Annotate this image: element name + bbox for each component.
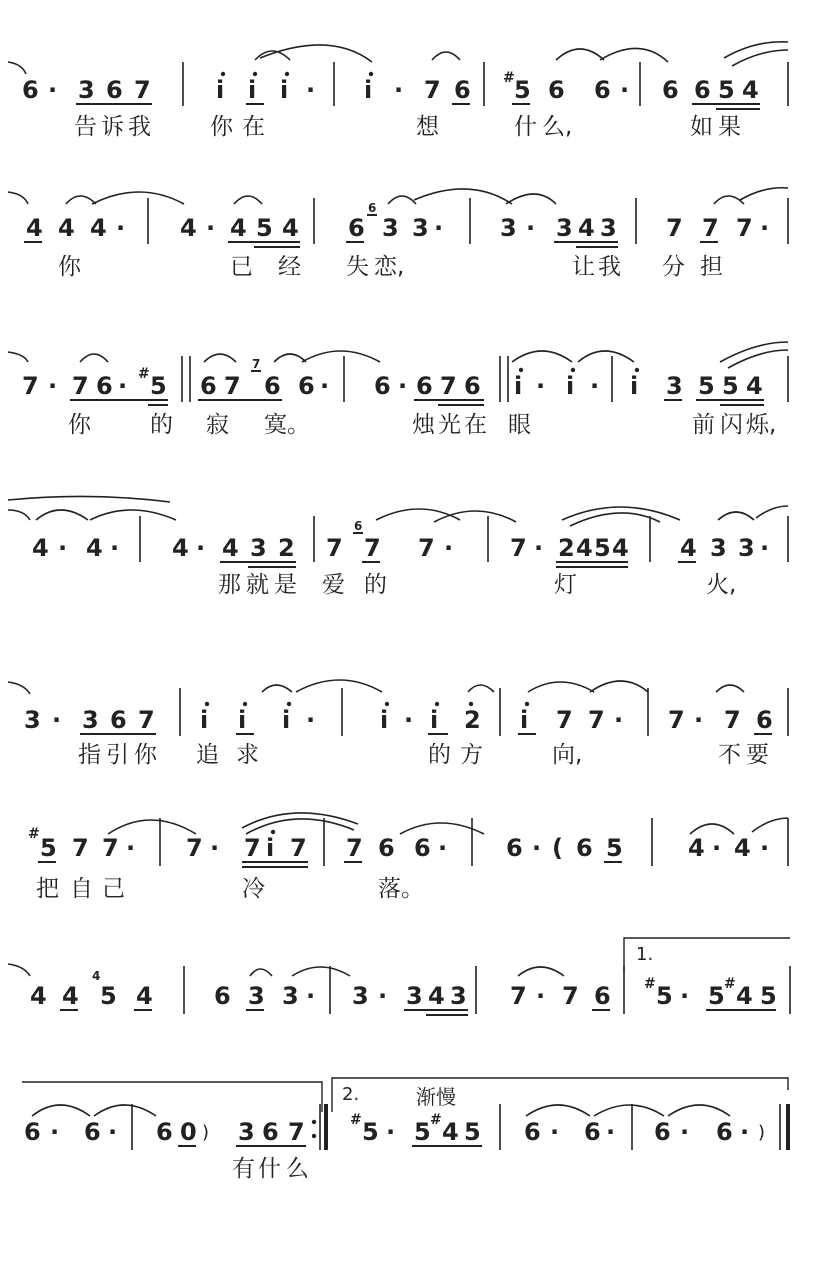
note: 6: [24, 1118, 41, 1146]
note-high: i: [282, 706, 291, 734]
note-high: i: [266, 834, 275, 862]
octave-dot: [385, 702, 389, 706]
note: 6: [576, 834, 593, 862]
note: 6: [200, 372, 217, 400]
note: 4: [282, 214, 299, 242]
note-dot: ·: [404, 706, 414, 734]
lyric: 的: [428, 742, 451, 768]
note: 6: [756, 706, 773, 734]
note: 5: [606, 834, 623, 862]
note: 7: [288, 1118, 305, 1146]
note-high: i: [630, 372, 639, 400]
note: 4: [742, 76, 759, 104]
note-dot: ·: [740, 1118, 750, 1146]
note: 6: [96, 372, 113, 400]
sharp-sign: #: [138, 366, 150, 382]
note-dot: ·: [434, 214, 444, 242]
note: 7: [290, 834, 307, 862]
lyric: 你: [134, 742, 157, 768]
note-dot: ·: [306, 76, 316, 104]
note: 7: [510, 534, 527, 562]
note: 4: [576, 534, 593, 562]
lyric: 果: [718, 114, 741, 140]
lyric: 在: [464, 412, 487, 438]
note: 7: [244, 834, 261, 862]
lyric: 如: [690, 114, 713, 140]
note-high: 2: [464, 706, 481, 734]
octave-dot: [525, 702, 529, 706]
note: 6: [694, 76, 711, 104]
note-dot: ·: [760, 214, 770, 242]
note: 3: [738, 534, 755, 562]
note: 3: [248, 982, 265, 1010]
note: 7: [134, 76, 151, 104]
note-dot: ·: [532, 834, 542, 862]
note: 5: [722, 372, 739, 400]
note-dot: ·: [620, 76, 630, 104]
note: 4: [172, 534, 189, 562]
note: 3: [500, 214, 517, 242]
lyric: 诉: [101, 114, 124, 140]
note: 7: [724, 706, 741, 734]
note: 6: [214, 982, 231, 1010]
note: 4: [736, 982, 753, 1010]
lyric: 的: [150, 412, 173, 438]
note-dot: ·: [590, 372, 600, 400]
open-paren: (: [552, 834, 563, 862]
note-dot: ·: [306, 982, 316, 1010]
note: 4: [428, 982, 445, 1010]
octave-dot: [253, 72, 257, 76]
note: 4: [578, 214, 595, 242]
note-dot: ·: [526, 214, 536, 242]
note: 4: [680, 534, 697, 562]
lyric: 冷: [242, 876, 265, 902]
note: 3: [382, 214, 399, 242]
lyric: 前: [692, 412, 715, 438]
note: 6: [548, 76, 565, 104]
note: 6: [524, 1118, 541, 1146]
note: 6: [416, 372, 433, 400]
lyric: 不: [718, 742, 741, 768]
score-row-1: [8, 42, 788, 140]
note: 7: [418, 534, 435, 562]
note-dot: ·: [378, 982, 388, 1010]
octave-dot: [287, 702, 291, 706]
lyric: 寂: [206, 412, 229, 438]
note: 3: [78, 76, 95, 104]
note: 4: [442, 1118, 459, 1146]
note-high: i: [430, 706, 439, 734]
note-dot: ·: [444, 534, 454, 562]
note-dot: ·: [694, 706, 704, 734]
note-dot: ·: [118, 372, 128, 400]
octave-dot: [221, 72, 225, 76]
octave-dot: [435, 702, 439, 706]
note: 7: [22, 372, 39, 400]
note: 3: [352, 982, 369, 1010]
note-high: i: [364, 76, 373, 104]
lyric: 你: [210, 114, 233, 140]
note: 4: [30, 982, 47, 1010]
note: 5: [256, 214, 273, 242]
lyric: 引: [106, 742, 129, 768]
note-high: i: [280, 76, 289, 104]
note-dot: ·: [760, 534, 770, 562]
octave-dot: [635, 368, 639, 372]
note: 2: [558, 534, 575, 562]
rest: 0: [180, 1118, 197, 1146]
note-dot: ·: [108, 1118, 118, 1146]
note: 6: [374, 372, 391, 400]
lyric: 我: [598, 254, 621, 280]
note: 5: [362, 1118, 379, 1146]
note-dot: ·: [536, 982, 546, 1010]
note: 6: [594, 76, 611, 104]
note: 7: [556, 706, 573, 734]
note: 3: [250, 534, 267, 562]
note: 3: [450, 982, 467, 1010]
note-dot: ·: [210, 834, 220, 862]
note: 4: [688, 834, 705, 862]
lyric: 你: [68, 412, 91, 438]
close-paren: ): [758, 1122, 766, 1143]
lyric: 么: [286, 1156, 309, 1182]
note: 7: [510, 982, 527, 1010]
lyric: 灯: [554, 572, 577, 598]
note: 6: [156, 1118, 173, 1146]
note: 5: [40, 834, 57, 862]
lyric: 我: [128, 114, 151, 140]
note: 3: [412, 214, 429, 242]
note: 5: [100, 982, 117, 1010]
lyric: 指: [78, 742, 101, 768]
note: 7: [72, 834, 89, 862]
note-dot: ·: [550, 1118, 560, 1146]
note: 7: [346, 834, 363, 862]
note: 5: [698, 372, 715, 400]
note: 7: [424, 76, 441, 104]
note-dot: ·: [606, 1118, 616, 1146]
lyric: 烁,: [746, 412, 777, 438]
second-ending-label: 2.: [342, 1084, 360, 1105]
note-dot: ·: [712, 834, 722, 862]
note: 3: [238, 1118, 255, 1146]
lyric: 在: [242, 114, 265, 140]
lyric: 想: [416, 114, 439, 140]
note-dot: ·: [534, 534, 544, 562]
note: 5: [150, 372, 167, 400]
note: 7: [736, 214, 753, 242]
note-dot: ·: [48, 372, 58, 400]
lyric: 什: [514, 114, 537, 140]
lyric: 分: [662, 254, 685, 280]
lyric: 失: [346, 254, 369, 280]
note: 4: [26, 214, 43, 242]
note: 6: [84, 1118, 101, 1146]
lyric: 眼: [508, 412, 531, 438]
note: 6: [506, 834, 523, 862]
note: 6: [594, 982, 611, 1010]
note: 6: [378, 834, 395, 862]
lyric: 向,: [552, 742, 583, 768]
note-dot: ·: [320, 372, 330, 400]
note: 5: [594, 534, 611, 562]
octave-dot: [469, 702, 473, 706]
note: 4: [734, 834, 751, 862]
note: 4: [86, 534, 103, 562]
note-high: i: [566, 372, 575, 400]
lyric: 什: [258, 1156, 281, 1182]
lyric: 恋,: [374, 254, 405, 280]
note-dot: ·: [110, 534, 120, 562]
lyric: 火,: [706, 572, 737, 598]
note-dot: ·: [58, 534, 68, 562]
note-dot: ·: [680, 1118, 690, 1146]
lyric: 那: [218, 572, 241, 598]
lyric: 自: [70, 876, 93, 902]
note: 4: [612, 534, 629, 562]
note: 4: [136, 982, 153, 1010]
lyric: 有: [232, 1156, 255, 1182]
note-dot: ·: [386, 1118, 396, 1146]
note: 3: [282, 982, 299, 1010]
score-row-8: [22, 1078, 788, 1182]
lyric: 闪: [720, 412, 743, 438]
lyric: 就: [246, 572, 269, 598]
note-dot: ·: [438, 834, 448, 862]
note: 6: [464, 372, 481, 400]
note: 5: [514, 76, 531, 104]
note: 6: [584, 1118, 601, 1146]
note: 3: [556, 214, 573, 242]
note-dot: ·: [680, 982, 690, 1010]
lyric: 担: [700, 254, 723, 280]
note: 6: [414, 834, 431, 862]
note: 5: [760, 982, 777, 1010]
note: 3: [600, 214, 617, 242]
note-dot: ·: [398, 372, 408, 400]
note: 6: [264, 372, 281, 400]
note: 3: [406, 982, 423, 1010]
lyric: 是: [274, 572, 297, 598]
note-dot: ·: [126, 834, 136, 862]
grace-note: 6: [368, 201, 377, 215]
note-dot: ·: [394, 76, 404, 104]
note: 6: [262, 1118, 279, 1146]
lyric: 求: [236, 742, 259, 768]
note: 7: [702, 214, 719, 242]
sharp-sign: #: [350, 1112, 362, 1128]
lyric: 把: [36, 876, 59, 902]
note-high: i: [238, 706, 247, 734]
note-high: i: [514, 372, 523, 400]
octave-dot: [571, 368, 575, 372]
lyric: 寞。: [264, 412, 310, 438]
score-row-4: [8, 496, 788, 598]
note: 7: [666, 214, 683, 242]
note-dot: ·: [48, 76, 58, 104]
lyric: 经: [278, 254, 301, 280]
note: 7: [72, 372, 89, 400]
note: 7: [440, 372, 457, 400]
score-row-5: [8, 680, 788, 768]
note: 5: [464, 1118, 481, 1146]
note: 3: [82, 706, 99, 734]
note-dot: ·: [306, 706, 316, 734]
note-high: i: [200, 706, 209, 734]
note: 5: [708, 982, 725, 1010]
note-dot: ·: [196, 534, 206, 562]
note: 4: [58, 214, 75, 242]
note: 3: [666, 372, 683, 400]
lyric: 么,: [542, 114, 573, 140]
lyric: 追: [196, 742, 219, 768]
note-dot: ·: [614, 706, 624, 734]
octave-dot: [243, 702, 247, 706]
note: 6: [298, 372, 315, 400]
note: 7: [138, 706, 155, 734]
lyric: 烛: [412, 412, 435, 438]
octave-dot: [285, 72, 289, 76]
note: 3: [710, 534, 727, 562]
note: 4: [222, 534, 239, 562]
note: 7: [326, 534, 343, 562]
score-row-6: [28, 813, 788, 902]
note: 5: [718, 76, 735, 104]
lyric: 已: [230, 254, 253, 280]
note-dot: ·: [206, 214, 216, 242]
close-paren: ): [202, 1122, 210, 1143]
sharp-sign: #: [503, 70, 515, 86]
note-high: i: [520, 706, 529, 734]
lyric: 要: [746, 742, 769, 768]
lyric: 方: [460, 742, 483, 768]
note: 7: [186, 834, 203, 862]
lyric: 的: [364, 572, 387, 598]
octave-dot: [519, 368, 523, 372]
score-row-2: [8, 188, 788, 280]
note-high: i: [216, 76, 225, 104]
first-ending-label: 1.: [636, 944, 654, 965]
note: 6: [662, 76, 679, 104]
note: 4: [62, 982, 79, 1010]
sharp-sign: #: [724, 976, 736, 992]
note: 7: [588, 706, 605, 734]
note: 6: [348, 214, 365, 242]
sharp-sign: #: [430, 1112, 442, 1128]
note-dot: ·: [760, 834, 770, 862]
note: 4: [180, 214, 197, 242]
note: 2: [278, 534, 295, 562]
note: 7: [668, 706, 685, 734]
note: 6: [654, 1118, 671, 1146]
octave-dot: [205, 702, 209, 706]
note-dot: ·: [116, 214, 126, 242]
note: 5: [414, 1118, 431, 1146]
grace-note: 4: [92, 969, 101, 983]
lyric: 爱: [322, 572, 345, 598]
note: 7: [562, 982, 579, 1010]
note: 6: [22, 76, 39, 104]
tempo-marking: 渐慢: [416, 1085, 456, 1109]
note-high: i: [248, 76, 257, 104]
grace-note: 7: [252, 357, 261, 371]
note-dot: ·: [52, 706, 62, 734]
lyric: 落。: [378, 876, 424, 902]
note: 7: [224, 372, 241, 400]
octave-dot: [369, 72, 373, 76]
lyric: 你: [58, 254, 81, 280]
note-dot: ·: [536, 372, 546, 400]
note: 6: [106, 76, 123, 104]
lyric: 告: [74, 114, 97, 140]
note: 6: [716, 1118, 733, 1146]
sharp-sign: #: [644, 976, 656, 992]
sharp-sign: #: [28, 826, 40, 842]
lyric: 己: [102, 876, 125, 902]
note: 5: [656, 982, 673, 1010]
note: 4: [746, 372, 763, 400]
note: 7: [102, 834, 119, 862]
lyric: 让: [572, 254, 595, 280]
score-row-3: [8, 342, 788, 438]
note-dot: ·: [50, 1118, 60, 1146]
note: 4: [90, 214, 107, 242]
octave-dot: [271, 830, 275, 834]
note: 6: [454, 76, 471, 104]
note: 6: [110, 706, 127, 734]
note: 4: [230, 214, 247, 242]
note-high: i: [380, 706, 389, 734]
note: 3: [24, 706, 41, 734]
lyric: 光: [438, 412, 461, 438]
note: 7: [364, 534, 381, 562]
score-row-7: [8, 938, 790, 1015]
grace-note: 6: [354, 519, 363, 533]
note: 4: [32, 534, 49, 562]
